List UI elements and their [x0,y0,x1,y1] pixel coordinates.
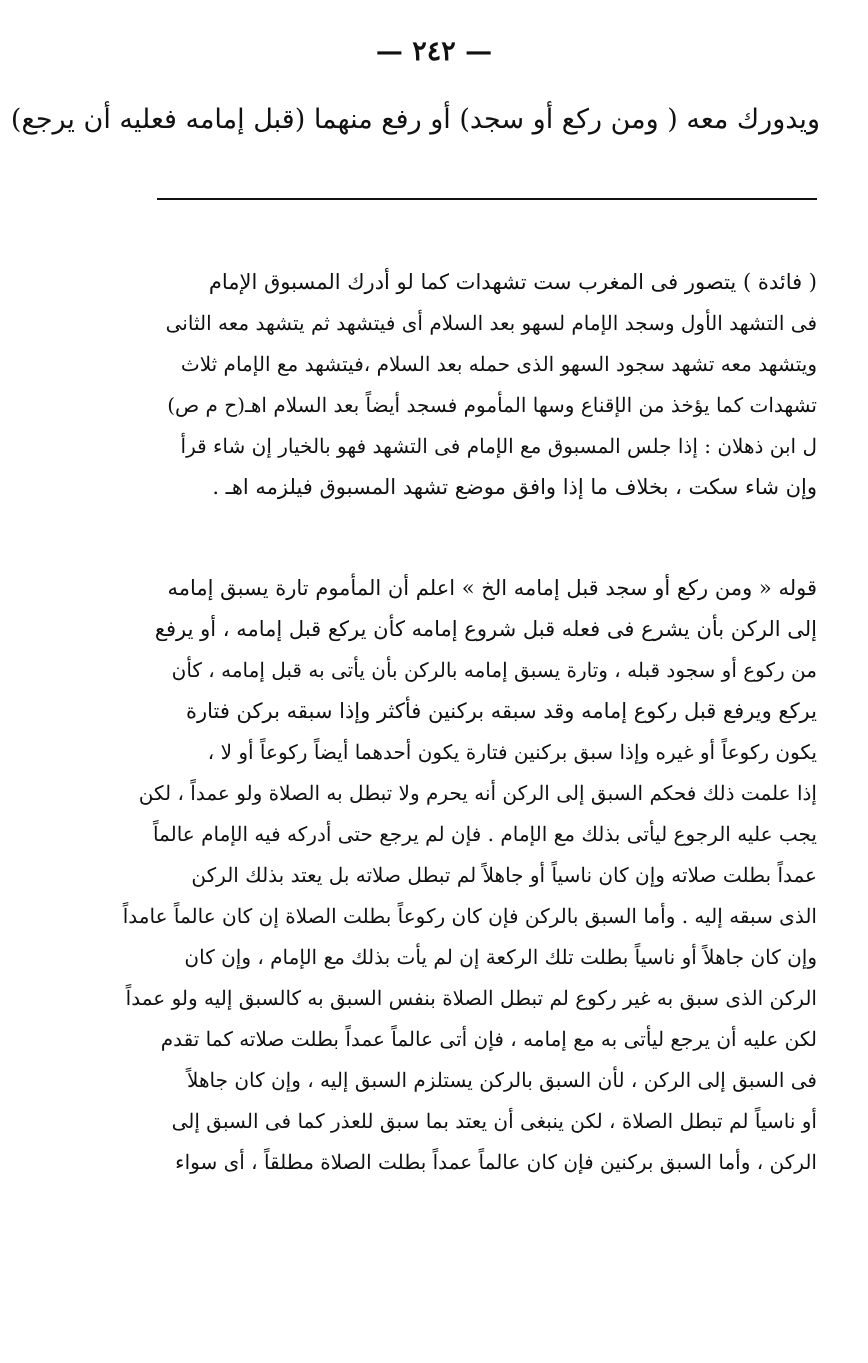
text-line: يجب عليه الرجوع ليأتى بذلك مع الإمام . فإن لم يرجع حتى أدركه فيه الإمام عالماً [152,822,817,846]
text-line: تشهدات كما يؤخذ من الإقناع وسها المأموم فسجد أيضاً بعد السلام اهـ(ح م ص) [167,393,817,417]
text-line: فى التشهد الأول وسجد الإمام لسهو بعد السلام أى فيتشهد ثم يتشهد معه الثانى [165,311,817,335]
text-line: ( فائدة ) يتصور فى المغرب ست تشهدات كما لو أدرك المسبوق الإمام [208,270,817,294]
fawaid-paragraph [152,262,817,508]
text-line: عمداً بطلت صلاته وإن كان ناسياً أو جاهلاً لم تبطل صلاته بل يعتد بذلك الركن [191,863,817,887]
text-line: لكن عليه أن يرجع ليأتى به مع إمامه ، فإن أتى عالماً عمداً بطلت صلاته كما تقدم [160,1027,817,1051]
text-line: ل ابن ذهلان : إذا جلس المسبوق مع الإمام فى التشهد فهو بالخيار إن شاء قرأ [180,434,817,458]
text-line: وإن كان جاهلاً أو ناسياً بطلت تلك الركعة إن لم يأت بذلك مع الإمام ، وإن كان [184,945,817,969]
text-line: من ركوع أو سجود قبله ، وتارة يسبق إمامه بالركن بأن يأتى به قبل إمامه ، كأن [171,658,817,682]
text-line: الذى سبقه إليه . وأما السبق بالركن فإن كان ركوعاً بطلت الصلاة إن كان عالماً عامداً [122,904,817,928]
matn-text-line: ويدورك معه ( ومن ركع أو سجد) أو رفع منهما (قبل إمامه فعليه أن يرجع) [10,104,820,135]
separator-rule [157,198,817,200]
text-line: يكون ركوعاً أو غيره وإذا سبق بركنين فتارة يكون أحدهما أيضاً ركوعاً أو لا ، [207,740,817,764]
text-line: إذا علمت ذلك فحكم السبق إلى الركن أنه يحرم ولا تبطل به الصلاة ولو عمداً ، لكن [138,781,817,805]
text-line: إلى الركن بأن يشرع فى فعله قبل شروع إمامه كأن يركع قبل إمامه ، أو يرفع [154,617,817,641]
page-number: — ٢٤٢ — [375,36,493,67]
text-line: الركن ، وأما السبق بركنين فإن كان عالماً عمداً بطلت الصلاة مطلقاً ، أى سواء [175,1150,817,1174]
text-line: الركن الذى سبق به غير ركوع لم تبطل الصلاة بنفس السبق به كالسبق إليه ولو عمداً [125,986,817,1010]
text-line: أو ناسياً لم تبطل الصلاة ، لكن ينبغى أن يعتد بما سبق للعذر كما فى السبق إلى [171,1109,817,1133]
text-line: فى السبق إلى الركن ، لأن السبق بالركن يستلزم السبق إليه ، وإن كان جاهلاً [187,1068,817,1092]
qawl-paragraph [122,568,817,1183]
text-line: يركع ويرفع قبل ركوع إمامه وقد سبقه بركنين فأكثر وإذا سبقه بركن فتارة [185,699,817,723]
text-line: ويتشهد معه تشهد سجود السهو الذى حمله بعد السلام ،فيتشهد مع الإمام ثلاث [180,352,817,376]
text-line: قوله « ومن ركع أو سجد قبل إمامه الخ » اعلم أن المأموم تارة يسبق إمامه [167,576,817,600]
text-line: وإن شاء سكت ، بخلاف ما إذا وافق موضع تشهد المسبوق فيلزمه اهـ . [212,475,817,499]
